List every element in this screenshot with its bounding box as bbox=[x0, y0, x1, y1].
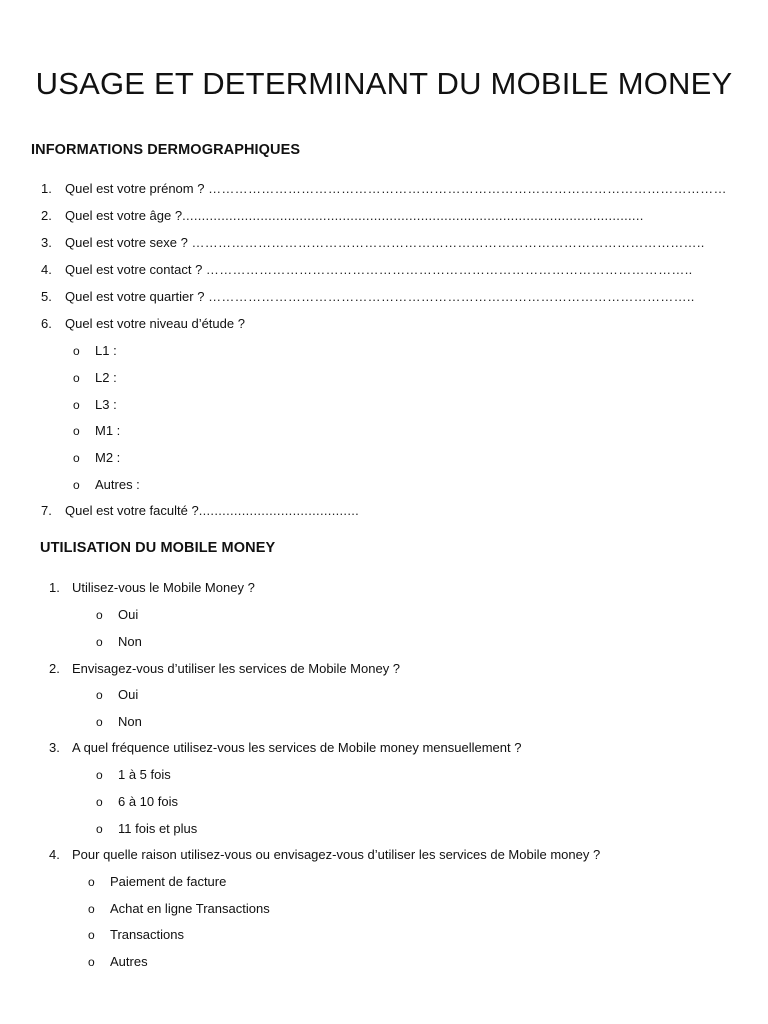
option-label: Paiement de facture bbox=[110, 874, 227, 889]
option-label: L2 : bbox=[95, 370, 117, 385]
question-text: Quel est votre niveau d’étude ? bbox=[65, 316, 245, 331]
question-number: 3. bbox=[49, 740, 60, 755]
option-label: Oui bbox=[118, 607, 139, 622]
bullet-icon: o bbox=[88, 902, 95, 916]
question-number: 7. bbox=[41, 503, 52, 518]
option-label: 6 à 10 fois bbox=[118, 794, 178, 809]
option-label: Non bbox=[118, 634, 142, 649]
option-label: Transactions bbox=[110, 927, 184, 942]
answer-line: ……………………………………………………………………………………………………… bbox=[208, 181, 727, 196]
question-text: Quel est votre prénom ? ……………………………………………………………………………………………………… bbox=[65, 181, 727, 196]
option-label: Oui bbox=[118, 687, 139, 702]
question-text: Envisagez-vous d’utiliser les services de Mobile Money ? bbox=[72, 661, 401, 676]
answer-line: ……………………………………………………………………………………………….. bbox=[205, 262, 693, 277]
question-number: 2. bbox=[49, 661, 60, 676]
question-number: 6. bbox=[41, 316, 52, 331]
section-heading-usage: UTILISATION DU MOBILE MONEY bbox=[40, 540, 276, 556]
bullet-icon: o bbox=[96, 715, 103, 729]
question-text: Quel est votre âge ?...................................................................................................................... bbox=[65, 208, 644, 223]
question-number: 3. bbox=[41, 235, 52, 250]
bullet-icon: o bbox=[96, 795, 103, 809]
question-number: 1. bbox=[41, 181, 52, 196]
bullet-icon: o bbox=[96, 608, 103, 622]
question-text: Quel est votre sexe ? …………………………………………………………………………………………………….. bbox=[65, 235, 705, 250]
bullet-icon: o bbox=[73, 371, 80, 385]
document-title: USAGE ET DETERMINANT DU MOBILE MONEY bbox=[35, 66, 733, 101]
question-text: Quel est votre contact ? ……………………………………………………………………………………………….. bbox=[65, 262, 693, 277]
question-text: A quel fréquence utilisez-vous les services de Mobile money mensuellement ? bbox=[72, 740, 522, 755]
bullet-icon: o bbox=[73, 478, 80, 492]
option-label: Non bbox=[118, 714, 142, 729]
bullet-icon: o bbox=[73, 451, 80, 465]
question-text: Utilisez-vous le Mobile Money ? bbox=[72, 580, 255, 595]
option-label: Achat en ligne Transactions bbox=[110, 901, 270, 916]
option-label: M1 : bbox=[95, 423, 121, 438]
question-number: 1. bbox=[49, 580, 60, 595]
option-label: L1 : bbox=[95, 343, 117, 358]
bullet-icon: o bbox=[88, 928, 95, 942]
question-number: 2. bbox=[41, 208, 52, 223]
question-text: Quel est votre faculté ?......................................... bbox=[65, 503, 360, 518]
bullet-icon: o bbox=[73, 398, 80, 412]
option-label: Autres bbox=[110, 954, 148, 969]
option-label: 11 fois et plus bbox=[118, 821, 198, 836]
question-text: Quel est votre quartier ? ……………………………………………………………………………………………….. bbox=[65, 289, 695, 304]
option-label: Autres : bbox=[95, 477, 140, 492]
question-text: Pour quelle raison utilisez-vous ou envisagez-vous d’utiliser les services de Mobile money ? bbox=[72, 847, 601, 862]
answer-line: ...................................................................................................................... bbox=[182, 208, 644, 223]
answer-line: …………………………………………………………………………………………………….. bbox=[191, 235, 705, 250]
bullet-icon: o bbox=[96, 688, 103, 702]
answer-line: ......................................... bbox=[198, 503, 360, 518]
bullet-icon: o bbox=[96, 822, 103, 836]
question-number: 5. bbox=[41, 289, 52, 304]
bullet-icon: o bbox=[73, 424, 80, 438]
section-heading-demographics: INFORMATIONS DERMOGRAPHIQUES bbox=[31, 142, 301, 158]
question-number: 4. bbox=[49, 847, 60, 862]
bullet-icon: o bbox=[88, 955, 95, 969]
bullet-icon: o bbox=[88, 875, 95, 889]
option-label: 1 à 5 fois bbox=[118, 767, 171, 782]
bullet-icon: o bbox=[96, 768, 103, 782]
bullet-icon: o bbox=[96, 635, 103, 649]
answer-line: ……………………………………………………………………………………………….. bbox=[208, 289, 695, 304]
bullet-icon: o bbox=[73, 344, 80, 358]
option-label: M2 : bbox=[95, 450, 121, 465]
question-number: 4. bbox=[41, 262, 52, 277]
option-label: L3 : bbox=[95, 397, 117, 412]
